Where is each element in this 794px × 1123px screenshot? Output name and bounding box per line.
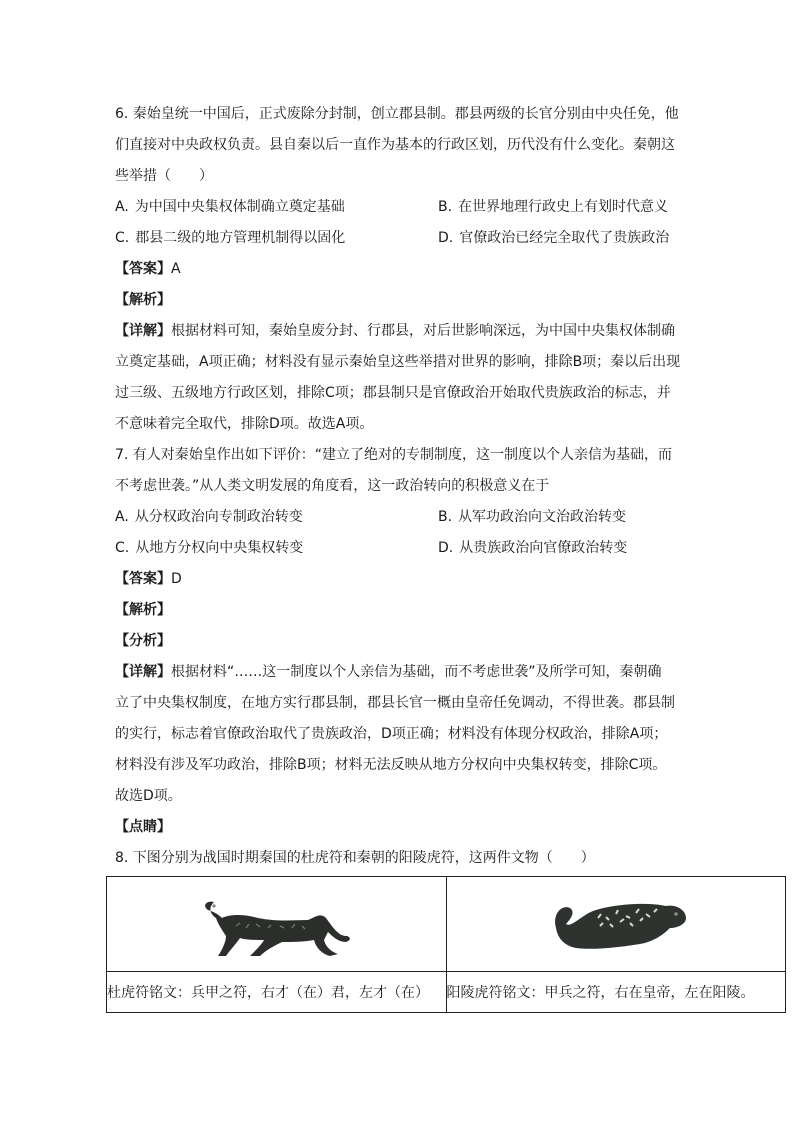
q7-detail-line-2: 立了中央集权制度，在地方实行郡县制，郡县长官一概由皇帝任免调动，不得世袭。郡县制	[115, 695, 675, 711]
q6-detail-line-3: 过三级、五级地方行政区划，排除C项；郡县制只是官僚政治开始取代贵族政治的标志，并	[115, 385, 671, 401]
q7-detail-line-3: 的实行，标志着官僚政治取代了贵族政治，D项正确；材料没有体现分权政治，排除A项；	[115, 726, 668, 742]
q6-answer: 【答案】A	[115, 261, 181, 277]
du-tiger-tally-caption: 杜虎符铭文：兵甲之符，右才（在）君，左才（在）	[107, 972, 447, 1013]
q7-option-a: A. 从分权政治向专制政治转变	[115, 509, 303, 525]
q6-option-d: D. 官僚政治已经完全取代了贵族政治	[438, 230, 670, 246]
q7-detail-line-5: 故选D项。	[115, 788, 182, 804]
q6-stem-line-2: 们直接对中央政权负责。县自秦以后一直作为基本的行政区划，历代没有什么变化。秦朝这	[115, 137, 675, 153]
yangling-tiger-tally-image	[536, 884, 696, 964]
q7-stem-line-1: 7. 有人对秦始皇作出如下评价：“建立了绝对的专制制度，这一制度以个人亲信为基础，而	[115, 447, 673, 463]
q7-option-d: D. 从贵族政治向官僚政治转变	[438, 540, 628, 556]
du-tiger-tally-image	[196, 884, 356, 964]
q7-detail-line-4: 材料没有涉及军功政治，排除B项；材料无法反映从地方分权向中央集权转变，排除C项。	[115, 757, 667, 773]
du-tiger-tally-cell	[107, 877, 447, 972]
q7-stem-line-2: 不考虑世袭。”从人类文明发展的角度看，这一政治转向的积极意义在于	[115, 478, 550, 494]
yangling-tiger-tally-caption: 阳陵虎符铭文：甲兵之符，右在皇帝，左在阳陵。	[446, 972, 786, 1013]
q6-stem-line-3: 些举措（ ）	[115, 168, 213, 184]
q7-fenxi-tag: 【分析】	[115, 633, 171, 649]
q6-detail-line-1: 【详解】根据材料可知，秦始皇废分封、行郡县，对后世影响深远，为中国中央集权体制确	[115, 323, 675, 339]
q7-answer: 【答案】D	[115, 571, 182, 587]
q6-stem-line-1: 6. 秦始皇统一中国后，正式废除分封制，创立郡县制。郡县两级的长官分别由中央任免，他	[115, 106, 679, 122]
q6-option-b: B. 在世界地理行政史上有划时代意义	[438, 199, 669, 215]
q6-detail-line-4: 不意味着完全取代，排除D项。故选A项。	[115, 416, 374, 432]
q7-detail-line-1: 【详解】根据材料“……这一制度以个人亲信为基础，而不考虑世袭”及所学可知，秦朝确	[115, 664, 662, 680]
q7-dianjing-tag: 【点睛】	[115, 819, 171, 835]
q6-option-a: A. 为中国中央集权体制确立奠定基础	[115, 199, 345, 215]
q8-figure-table	[106, 876, 786, 1013]
q7-option-c: C. 从地方分权向中央集权转变	[115, 540, 304, 556]
yangling-tiger-tally-cell	[446, 877, 786, 972]
q7-option-b: B. 从军功政治向文治政治转变	[438, 509, 627, 525]
q6-detail-line-2: 立奠定基础，A项正确；材料没有显示秦始皇这些举措对世界的影响，排除B项；秦以后出现	[115, 354, 681, 370]
q8-stem: 8. 下图分别为战国时期秦国的杜虎符和秦朝的阳陵虎符，这两件文物（ ）	[115, 850, 595, 866]
q6-analysis-tag: 【解析】	[115, 292, 171, 308]
q7-analysis-tag: 【解析】	[115, 602, 171, 618]
q6-option-c: C. 郡县二级的地方管理机制得以固化	[115, 230, 346, 246]
